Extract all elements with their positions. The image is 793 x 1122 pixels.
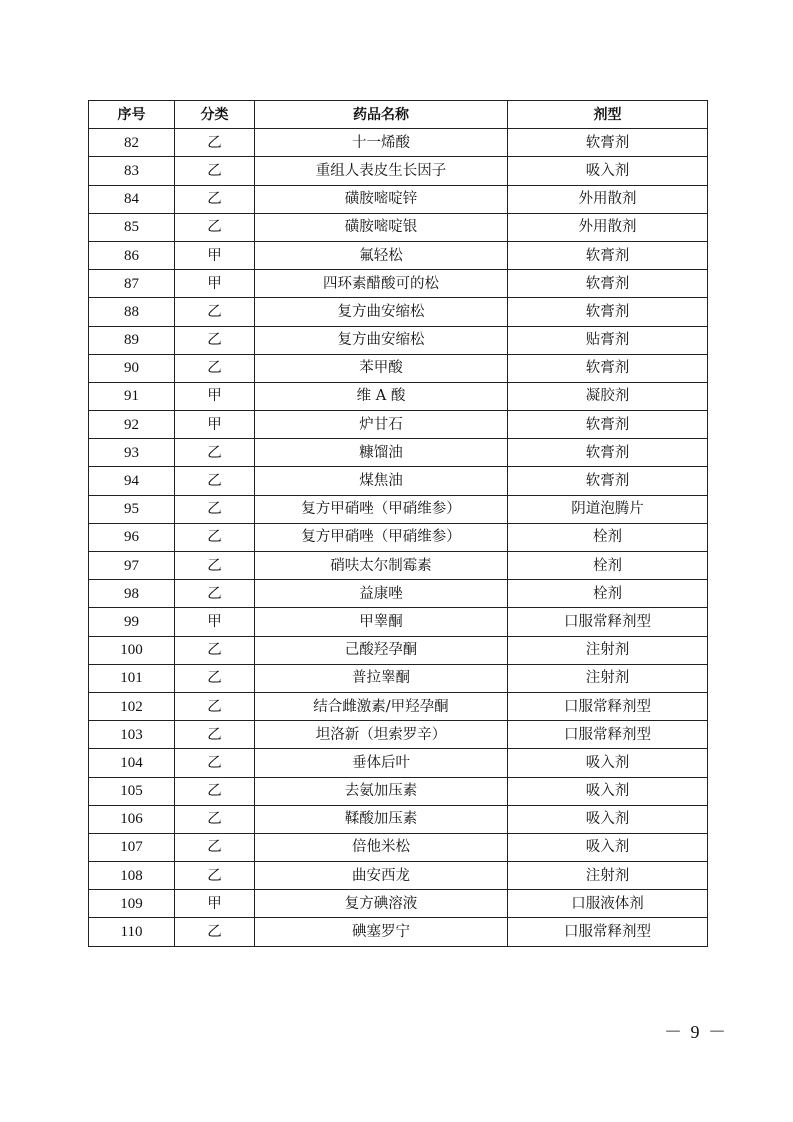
table-row (89, 890, 708, 918)
cell-drug-name: 复方碘溶液 (255, 890, 508, 918)
table-row (89, 523, 708, 551)
cell-category: 乙 (175, 862, 255, 890)
cell-seq: 94 (89, 467, 175, 495)
cell-dosage-form: 吸入剂 (508, 157, 708, 185)
cell-dosage-form: 凝胶剂 (508, 382, 708, 410)
cell-seq: 87 (89, 270, 175, 298)
drug-table (88, 100, 708, 947)
cell-dosage-form: 阴道泡腾片 (508, 495, 708, 523)
cell-seq: 107 (89, 833, 175, 861)
cell-dosage-form: 软膏剂 (508, 411, 708, 439)
cell-drug-name: 垂体后叶 (255, 749, 508, 777)
cell-dosage-form: 注射剂 (508, 862, 708, 890)
cell-category: 乙 (175, 805, 255, 833)
cell-drug-name: 去氨加压素 (255, 777, 508, 805)
cell-category: 甲 (175, 608, 255, 636)
cell-dosage-form: 口服常释剂型 (508, 918, 708, 946)
table-row (89, 495, 708, 523)
header-category: 分类 (175, 101, 255, 129)
cell-seq: 82 (89, 129, 175, 157)
header-seq: 序号 (89, 101, 175, 129)
cell-category: 乙 (175, 495, 255, 523)
cell-seq: 109 (89, 890, 175, 918)
table-row (89, 805, 708, 833)
cell-category: 乙 (175, 664, 255, 692)
cell-dosage-form: 软膏剂 (508, 270, 708, 298)
table-row (89, 157, 708, 185)
cell-category: 乙 (175, 129, 255, 157)
cell-drug-name: 氟轻松 (255, 241, 508, 269)
cell-dosage-form: 注射剂 (508, 664, 708, 692)
table-row (89, 918, 708, 946)
cell-dosage-form: 注射剂 (508, 636, 708, 664)
cell-dosage-form: 吸入剂 (508, 833, 708, 861)
cell-dosage-form: 软膏剂 (508, 439, 708, 467)
cell-category: 乙 (175, 580, 255, 608)
cell-seq: 89 (89, 326, 175, 354)
table-header (89, 101, 708, 129)
cell-category: 乙 (175, 749, 255, 777)
cell-drug-name: 碘塞罗宁 (255, 918, 508, 946)
header-drug-name: 药品名称 (255, 101, 508, 129)
table-row (89, 833, 708, 861)
cell-drug-name: 磺胺嘧啶锌 (255, 185, 508, 213)
cell-drug-name: 十一烯酸 (255, 129, 508, 157)
cell-category: 乙 (175, 552, 255, 580)
cell-dosage-form: 外用散剂 (508, 185, 708, 213)
cell-seq: 91 (89, 382, 175, 410)
cell-seq: 100 (89, 636, 175, 664)
cell-seq: 108 (89, 862, 175, 890)
cell-category: 乙 (175, 692, 255, 720)
cell-dosage-form: 贴膏剂 (508, 326, 708, 354)
cell-seq: 92 (89, 411, 175, 439)
cell-seq: 86 (89, 241, 175, 269)
cell-dosage-form: 口服常释剂型 (508, 692, 708, 720)
cell-category: 乙 (175, 157, 255, 185)
cell-category: 甲 (175, 411, 255, 439)
cell-seq: 98 (89, 580, 175, 608)
table-row (89, 552, 708, 580)
table-row (89, 467, 708, 495)
cell-dosage-form: 软膏剂 (508, 129, 708, 157)
cell-seq: 105 (89, 777, 175, 805)
cell-drug-name: 糠馏油 (255, 439, 508, 467)
cell-seq: 95 (89, 495, 175, 523)
cell-drug-name: 苯甲酸 (255, 354, 508, 382)
cell-seq: 103 (89, 721, 175, 749)
cell-seq: 106 (89, 805, 175, 833)
cell-dosage-form: 口服常释剂型 (508, 608, 708, 636)
cell-drug-name: 复方曲安缩松 (255, 298, 508, 326)
table-row (89, 692, 708, 720)
table-row (89, 298, 708, 326)
cell-drug-name: 结合雌激素/甲羟孕酮 (255, 692, 508, 720)
table-row (89, 749, 708, 777)
cell-drug-name: 鞣酸加压素 (255, 805, 508, 833)
cell-category: 乙 (175, 721, 255, 749)
cell-drug-name: 炉甘石 (255, 411, 508, 439)
cell-dosage-form: 吸入剂 (508, 805, 708, 833)
cell-seq: 83 (89, 157, 175, 185)
cell-dosage-form: 软膏剂 (508, 298, 708, 326)
table-row (89, 721, 708, 749)
cell-seq: 93 (89, 439, 175, 467)
cell-category: 乙 (175, 298, 255, 326)
cell-seq: 110 (89, 918, 175, 946)
table-row (89, 580, 708, 608)
table-body (89, 129, 708, 946)
cell-dosage-form: 外用散剂 (508, 213, 708, 241)
page-number: － 9 － (664, 1022, 728, 1042)
cell-seq: 97 (89, 552, 175, 580)
cell-seq: 96 (89, 523, 175, 551)
cell-seq: 90 (89, 354, 175, 382)
cell-category: 乙 (175, 833, 255, 861)
table-row (89, 411, 708, 439)
cell-dosage-form: 口服常释剂型 (508, 721, 708, 749)
cell-drug-name: 复方曲安缩松 (255, 326, 508, 354)
table-row (89, 636, 708, 664)
table-row (89, 270, 708, 298)
cell-seq: 101 (89, 664, 175, 692)
table-row (89, 382, 708, 410)
cell-drug-name: 复方甲硝唑（甲硝维参） (255, 495, 508, 523)
cell-seq: 104 (89, 749, 175, 777)
cell-drug-name: 复方甲硝唑（甲硝维参） (255, 523, 508, 551)
table-row (89, 862, 708, 890)
cell-seq: 85 (89, 213, 175, 241)
cell-drug-name: 甲睾酮 (255, 608, 508, 636)
table-row (89, 777, 708, 805)
cell-dosage-form: 吸入剂 (508, 777, 708, 805)
cell-category: 乙 (175, 439, 255, 467)
cell-category: 乙 (175, 777, 255, 805)
cell-category: 乙 (175, 523, 255, 551)
cell-drug-name: 坦洛新（坦索罗辛） (255, 721, 508, 749)
cell-drug-name: 煤焦油 (255, 467, 508, 495)
cell-dosage-form: 栓剂 (508, 523, 708, 551)
table-row (89, 608, 708, 636)
cell-seq: 102 (89, 692, 175, 720)
table-row (89, 241, 708, 269)
cell-dosage-form: 栓剂 (508, 580, 708, 608)
cell-category: 乙 (175, 326, 255, 354)
cell-dosage-form: 软膏剂 (508, 467, 708, 495)
cell-category: 甲 (175, 382, 255, 410)
cell-category: 甲 (175, 241, 255, 269)
cell-drug-name: 重组人表皮生长因子 (255, 157, 508, 185)
cell-seq: 84 (89, 185, 175, 213)
cell-drug-name: 己酸羟孕酮 (255, 636, 508, 664)
cell-category: 乙 (175, 354, 255, 382)
cell-drug-name: 四环素醋酸可的松 (255, 270, 508, 298)
cell-dosage-form: 口服液体剂 (508, 890, 708, 918)
cell-dosage-form: 吸入剂 (508, 749, 708, 777)
cell-drug-name: 益康唑 (255, 580, 508, 608)
header-row (89, 101, 708, 129)
table-row (89, 439, 708, 467)
table-row (89, 213, 708, 241)
cell-category: 乙 (175, 467, 255, 495)
cell-dosage-form: 软膏剂 (508, 241, 708, 269)
cell-category: 乙 (175, 918, 255, 946)
cell-category: 乙 (175, 213, 255, 241)
cell-dosage-form: 栓剂 (508, 552, 708, 580)
table-row (89, 129, 708, 157)
cell-drug-name: 普拉睾酮 (255, 664, 508, 692)
cell-dosage-form: 软膏剂 (508, 354, 708, 382)
cell-drug-name: 曲安西龙 (255, 862, 508, 890)
cell-drug-name: 硝呋太尔制霉素 (255, 552, 508, 580)
header-dosage-form: 剂型 (508, 101, 708, 129)
cell-seq: 99 (89, 608, 175, 636)
table-row (89, 664, 708, 692)
cell-drug-name: 倍他米松 (255, 833, 508, 861)
cell-category: 乙 (175, 185, 255, 213)
cell-seq: 88 (89, 298, 175, 326)
cell-category: 甲 (175, 270, 255, 298)
table-row (89, 185, 708, 213)
cell-category: 甲 (175, 890, 255, 918)
table-row (89, 326, 708, 354)
cell-category: 乙 (175, 636, 255, 664)
cell-drug-name: 磺胺嘧啶银 (255, 213, 508, 241)
cell-drug-name: 维 A 酸 (255, 382, 508, 410)
table-row (89, 354, 708, 382)
